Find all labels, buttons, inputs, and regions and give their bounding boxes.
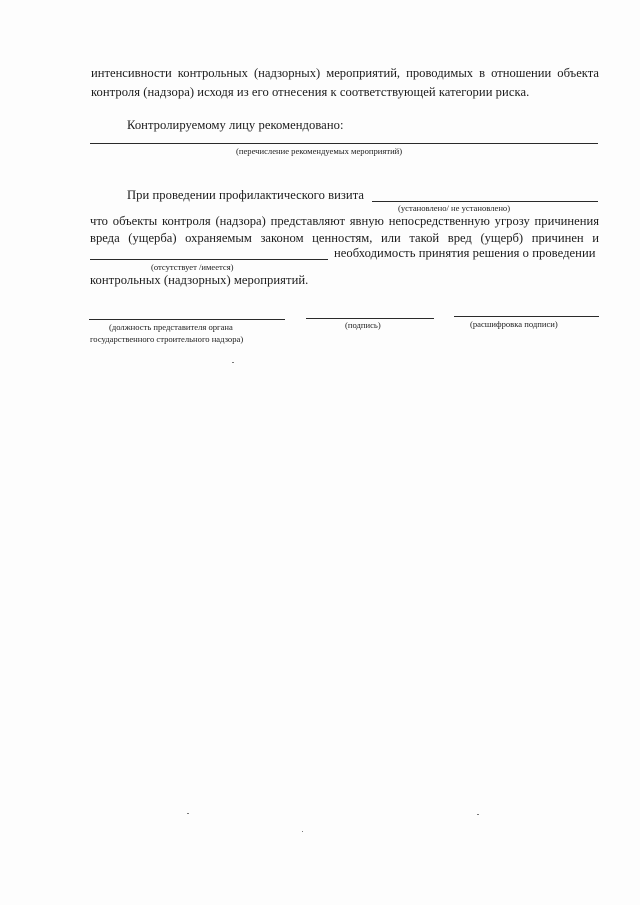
- visit-line-5: контрольных (надзорных) мероприятий.: [90, 273, 309, 287]
- visit-result-fill-line: [372, 201, 598, 202]
- position-caption-line-2: государственного строительного надзора): [90, 334, 244, 344]
- visit-line-3: вреда (ущерба) охраняемым законом ценностям, или такой вред (ущерб) причинен и: [90, 231, 599, 245]
- position-caption-line-1: (должность представителя органа: [109, 322, 233, 332]
- established-caption: (установлено/ не установлено): [398, 203, 511, 213]
- scan-speck: [232, 362, 234, 363]
- scan-speck: [187, 813, 189, 814]
- visit-line-2: что объекты контроля (надзора) представляют явную непосредственную угрозу причинения: [90, 214, 599, 228]
- paragraph-line-1: интенсивности контрольных (надзорных) мероприятий, проводимых в отношении объекта: [91, 66, 599, 80]
- scan-speck: [477, 814, 479, 815]
- signature-fill-line: [306, 318, 434, 319]
- signature-caption: (подпись): [345, 320, 381, 330]
- presence-fill-line: [90, 259, 328, 260]
- visit-line-4-tail: необходимость принятия решения о проведении: [334, 246, 596, 260]
- decode-fill-line: [454, 316, 599, 317]
- scan-speck: [302, 831, 303, 832]
- position-fill-line: [89, 319, 285, 320]
- paragraph-line-2: контроля (надзора) исходя из его отнесения к соответствующей категории риска.: [91, 85, 530, 99]
- recommendation-caption: (перечисление рекомендуемых мероприятий): [236, 146, 403, 156]
- recommendation-label: Контролируемому лицу рекомендовано:: [127, 118, 344, 132]
- decode-caption: (расшифровка подписи): [470, 319, 558, 329]
- visit-lead-text: При проведении профилактического визита: [127, 188, 365, 202]
- presence-caption: (отсутствует /имеется): [151, 262, 234, 272]
- recommendation-fill-line: [90, 143, 598, 144]
